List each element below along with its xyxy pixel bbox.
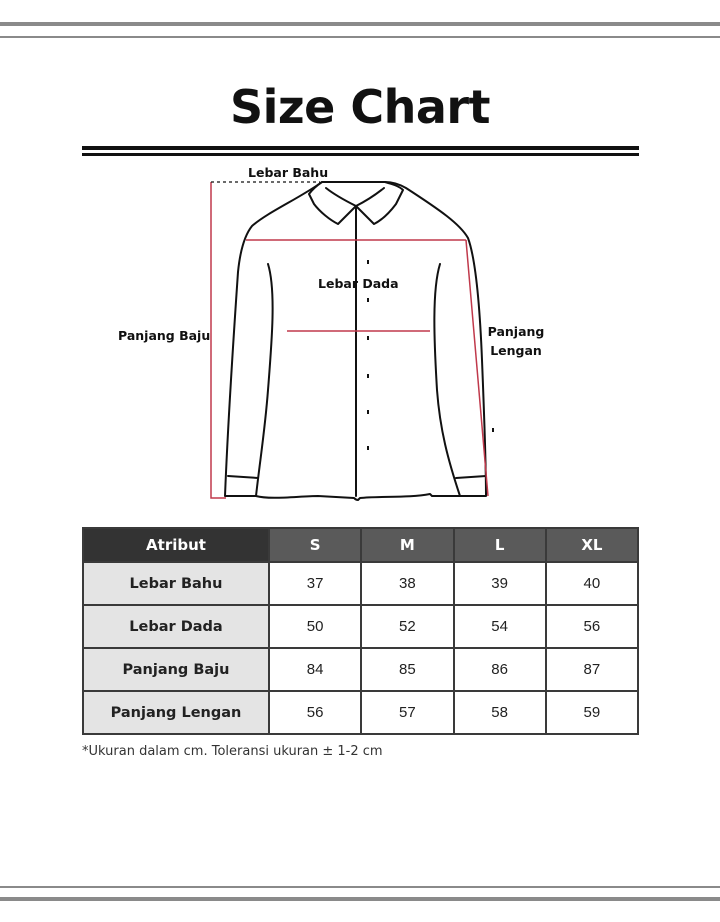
shirt-diagram [0,160,720,510]
title-underline [82,146,639,150]
row-label: Panjang Baju [83,648,269,691]
header-size-l: L [454,528,546,562]
label-lebar-dada: Lebar Dada [318,276,399,291]
cell-value: 52 [361,605,453,648]
table-row [83,691,638,734]
length-guide [211,182,226,498]
cell-value: 57 [361,691,453,734]
right-cuff [456,476,486,478]
right-sleeve-line [434,264,460,496]
label-panjang-lengan: Panjang Lengan [487,324,545,358]
shirt-illustration [0,160,720,510]
cell-value: 59 [546,691,638,734]
cell-value: 86 [454,648,546,691]
cell-value: 85 [361,648,453,691]
top-border-line-thin [0,36,720,38]
top-border-line [0,22,720,26]
title-underline-second [82,153,639,156]
left-sleeve-line [256,264,273,496]
row-label: Lebar Dada [83,605,269,648]
cell-value: 58 [454,691,546,734]
cell-value: 87 [546,648,638,691]
table-row [83,605,638,648]
label-lebar-bahu: Lebar Bahu [248,165,329,180]
page-title: Size Chart [229,80,491,134]
bottom-border-line-thin [0,886,720,888]
header-size-xl: XL [546,528,638,562]
row-label: Lebar Bahu [83,562,269,605]
table-row [83,648,638,691]
size-note: *Ukuran dalam cm. Toleransi ukuran ± 1-2 cm [82,744,383,759]
header-size-s: S [269,528,361,562]
left-cuff [228,476,258,478]
header-atribut: Atribut [83,528,269,562]
cell-value: 39 [454,562,546,605]
size-table [82,527,639,735]
header-size-m: M [361,528,453,562]
collar-inner [326,188,384,206]
label-panjang-baju: Panjang Baju [118,328,211,343]
cell-value: 40 [546,562,638,605]
cell-value: 54 [454,605,546,648]
cell-value: 38 [361,562,453,605]
table-header-row [83,528,638,562]
cell-value: 37 [269,562,361,605]
cell-value: 56 [269,691,361,734]
row-label: Panjang Lengan [83,691,269,734]
cell-value: 50 [269,605,361,648]
bottom-border-line [0,897,720,901]
cell-value: 56 [546,605,638,648]
table-row [83,562,638,605]
cell-value: 84 [269,648,361,691]
